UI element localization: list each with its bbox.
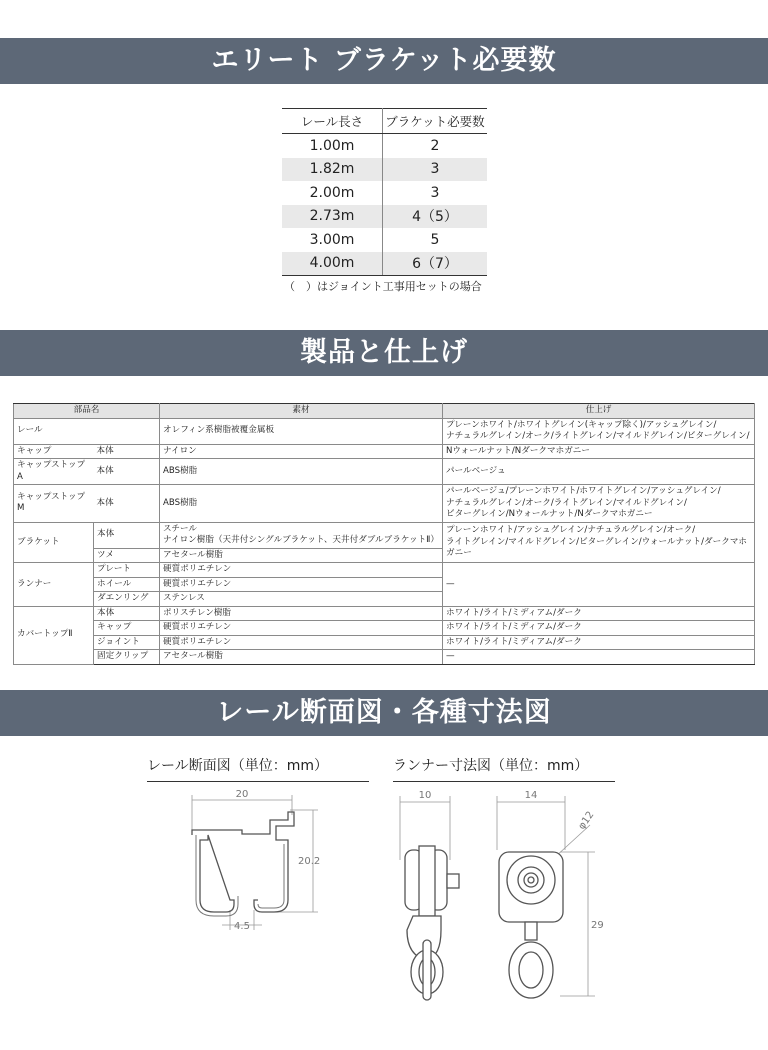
section-banner-brackets: エリート ブラケット必要数 [0,38,768,84]
material-cell: アセタール樹脂 [160,650,443,665]
runner-front-view [499,852,563,998]
table-cell: 2.00m [282,181,383,205]
sub-part: 固定クリップ [94,650,160,665]
material-cell: アセタール樹脂 [160,548,443,563]
part-runner: ランナー [14,563,94,607]
runner-side-view [405,846,459,1000]
sub-part: 本体 [94,522,160,548]
finish-cell: ホワイト/ライト/ミディアム/ダーク [443,635,755,650]
table-cell: 6（7） [383,252,488,276]
table-cell: 2.73m [282,205,383,229]
part-capstop-a: キャップストップA [14,459,94,485]
table-cell: 2 [430,137,440,154]
finish-cell: パールベージュ/プレーンホワイト/ホワイトグレイン/アッシュグレイン/ ナチュラルグレイン/オーク/ライトグレイン/マイルドグレイン/ ビターグレイン/Nウォールナット/Nダークマホガニー [443,485,755,523]
section-banner-products: 製品と仕上げ [0,330,768,376]
sub-part: ホイール [94,577,160,592]
material-cell: 硬質ポリエチレン [160,635,443,650]
sub-part: ジョイント [94,635,160,650]
table-cell: 3 [383,158,488,182]
dim-runner-height: 29 [591,920,604,931]
dim-wheel-diameter: φ12 [576,809,597,832]
dim-runner-side: 10 [418,790,432,801]
part-cover-top: カバートップⅡ [14,606,94,664]
material-cell: ポリスチレン樹脂 [160,606,443,621]
finish-cell: — [443,563,755,607]
col-material: 素材 [160,404,443,419]
finish-cell: プレーンホワイト/アッシュグレイン/ナチュラルグレイン/オーク/ ライトグレイン/マイルドグレイン/ビターグレイン/ウォールナット/ダークマホガニー [443,522,755,563]
material-cell: ステンレス [160,592,443,607]
finish-cell: — [443,650,755,665]
part-bracket: ブラケット [14,522,94,563]
sub-part: ツメ [94,548,160,563]
table-cell: 5 [430,231,440,248]
sub-part: キャップ [94,621,160,636]
joint-note: （ ）はジョイント工事用セットの場合 [284,280,482,293]
material-cell: ABS樹脂 [160,485,443,523]
dim-rail-width: 20 [235,789,249,800]
runner-dims-diagram [385,780,625,1010]
table-cell: 3.00m [282,228,383,252]
finish-cell: Nウォールナット/Nダークマホガニー [443,444,755,459]
col-bracket-count: ブラケット必要数 [383,109,488,134]
material-cell: 硬質ポリエチレン [160,621,443,636]
finish-cell: パールベージュ [443,459,755,485]
material-cell: オレフィン系樹脂被覆金属板 [160,418,443,444]
dim-rail-gap: 4.5 [234,921,250,932]
sub-part: ダエンリング [94,592,160,607]
dim-rail-height: 20.2 [298,856,321,867]
finish-cell: ホワイト/ライト/ミディアム/ダーク [443,621,755,636]
finish-cell: プレーンホワイト/ホワイトグレイン(キャップ除く)/アッシュグレイン/ ナチュラルグレイン/オーク/ライトグレイン/マイルドグレイン/ビターグレイン/ [443,418,755,444]
material-cell: 硬質ポリエチレン [160,577,443,592]
rail-section-title: レール断面図（単位：mm） [147,755,369,782]
table-cell: 4.00m [282,252,383,276]
material-cell: ABS樹脂 [160,459,443,485]
sub-part: 本体 [94,485,160,523]
products-table [13,403,755,665]
table-cell: 1.00m [282,134,383,158]
rail-section-diagram [170,780,340,940]
table-cell: 1.82m [282,158,383,182]
sub-part: プレート [94,563,160,578]
col-finish: 仕上げ [443,404,755,419]
section-banner-diagrams: レール断面図・各種寸法図 [0,690,768,736]
bracket-count-table [282,108,487,276]
material-cell: ナイロン [160,444,443,459]
material-cell: スチール ナイロン樹脂（天井付シングルブラケット、天井付ダブルブラケットⅡ） [160,522,443,548]
runner-dims-title: ランナー寸法図（単位：mm） [393,755,615,782]
table-cell: 3 [430,184,440,201]
sub-part: 本体 [94,459,160,485]
part-rail: レール [14,418,160,444]
table-cell: 4（5） [383,205,488,229]
material-cell: 硬質ポリエチレン [160,563,443,578]
dim-runner-front: 14 [524,790,538,801]
col-rail-length: レール長さ [282,109,383,134]
sub-part: 本体 [94,606,160,621]
part-cap: キャップ [14,444,94,459]
finish-cell: ホワイト/ライト/ミディアム/ダーク [443,606,755,621]
col-part-name: 部品名 [14,404,160,419]
sub-part: 本体 [94,444,160,459]
part-capstop-m: キャップストップM [14,485,94,523]
